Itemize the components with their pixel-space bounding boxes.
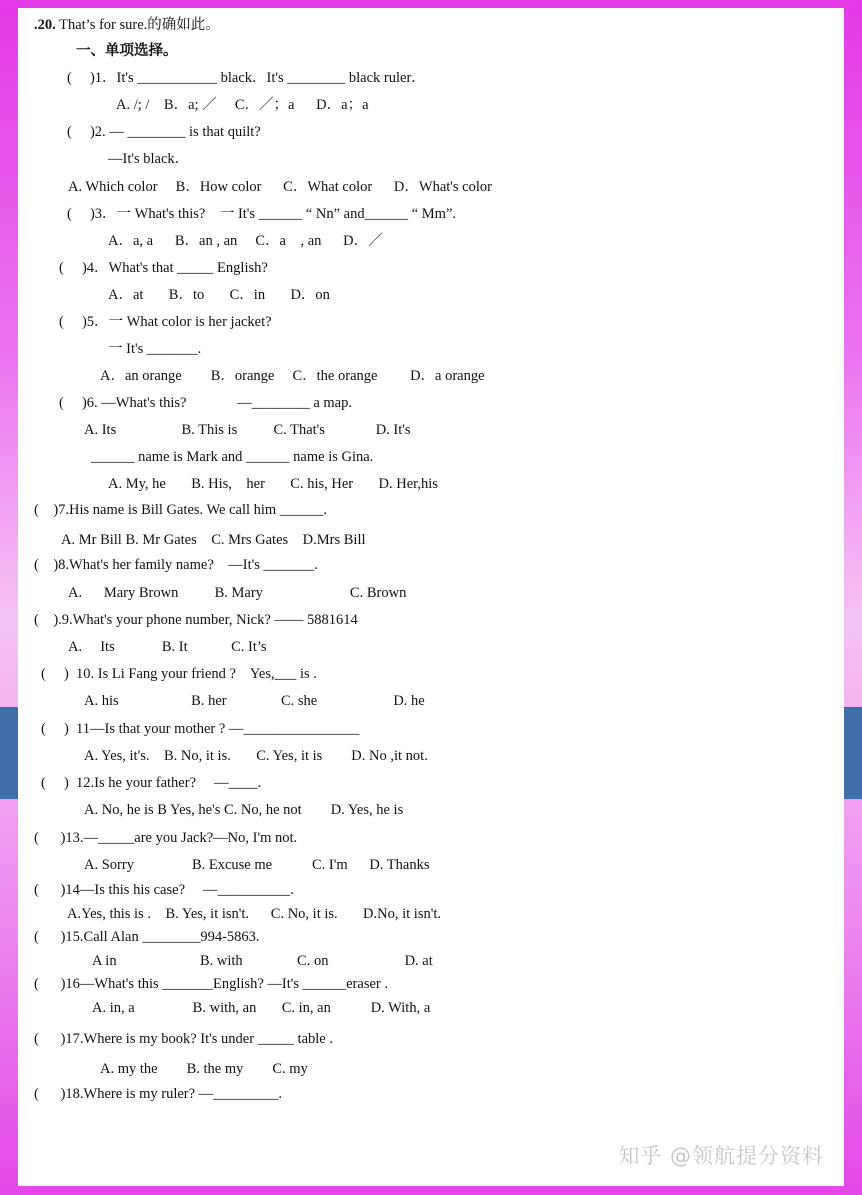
question-17: ( )17.Where is my book? It's under _____ table . [34,1031,333,1047]
question-10: ( ) 10. Is Li Fang your friend ? Yes,___ is . [41,666,317,682]
options-15: A in B. with C. on D. at [92,953,433,969]
question-3: ( )3．一 What's this? 一 It's ______ “ Nn” and______ “ Mm”. [67,206,457,222]
options-13: A. Sorry B. Excuse me C. I'm D. Thanks [84,857,430,873]
options-11: A. Yes, it's. B. No, it is. C. Yes, it is D. No ,it not. [84,748,428,764]
question-15: ( )15.Call Alan ________994-5863. [34,929,260,945]
options-6: A. Its B. This is C. That's D. It's [84,422,411,438]
options-16: A. in, a B. with, an C. in, an D. With, a [92,1000,431,1016]
document-page [18,8,844,1186]
answer-line-5: 一 It's _______. [108,341,202,357]
question-7: ( )7.His name is Bill Gates. We call him ______. [34,502,327,518]
options-4: A．at B．to C．in D．on [108,287,330,303]
options-1: A. /; / B．a; ／ C．／；a D．a；a [116,97,369,113]
item-number: .20. [34,17,56,33]
question-1: ( )1．It's ___________ black．It's ________ black ruler． [67,70,426,86]
question-9: ( ).9.What's your phone number, Nick? —— 5881614 [34,612,358,628]
options-6b: A. My, he B. His, her C. his, Her D. Her,his [108,476,438,492]
options-8: A. Mary Brown B. Mary C. Brown [68,585,407,601]
options-2: A. Which color B．How color C．What color D．What's color [68,179,492,195]
question-13: ( )13.—_____are you Jack?—No, I'm not. [34,830,298,846]
options-10: A. his B. her C. she D. he [84,693,425,709]
options-7: A. Mr Bill B. Mr Gates C. Mrs Gates D.Mrs Bill [61,532,366,548]
phrase-line [34,16,220,34]
options-14: A.Yes, this is . B. Yes, it isn't. C. No, it is. D.No, it isn't. [67,906,441,922]
phrase-text: That’s for sure.的确如此。 [55,17,220,33]
question-6b: ______ name is Mark and ______ name is Gina. [91,449,374,465]
question-4: ( )4．What's that _____ English? [59,260,268,276]
question-8: ( )8.What's her family name? —It's _______. [34,557,318,573]
question-6: ( )6. —What's this? —________ a map. [59,395,352,411]
answer-line-2: —It's black． [108,151,190,167]
options-12: A. No, he is B Yes, he's C. No, he not D. Yes, he is [84,802,404,818]
question-14: ( )14—Is this his case? —__________. [34,882,294,898]
question-18: ( )18.Where is my ruler? —_________. [34,1086,283,1102]
question-11: ( ) 11—Is that your mother ? —________________ [41,721,360,737]
options-9: A. Its B. It C. It’s [68,639,267,655]
watermark: 知乎 @领航提分资料 [618,1144,824,1168]
question-16: ( )16—What's this _______English? —It's ______eraser . [34,976,388,992]
question-5: ( )5．一 What color is her jacket? [59,314,272,330]
question-12: ( ) 12.Is he your father? —____. [41,775,262,791]
options-17: A. my the B. the my C. my [100,1061,308,1077]
section-heading: 一、单项选择。 [76,43,178,59]
question-2: ( )2. — ________ is that quilt? [67,124,261,140]
options-3: A．a, a B．an , an C．a , an D．／ [108,233,383,249]
options-5: A．an orange B．orange C．the orange D．a orange [100,368,485,384]
